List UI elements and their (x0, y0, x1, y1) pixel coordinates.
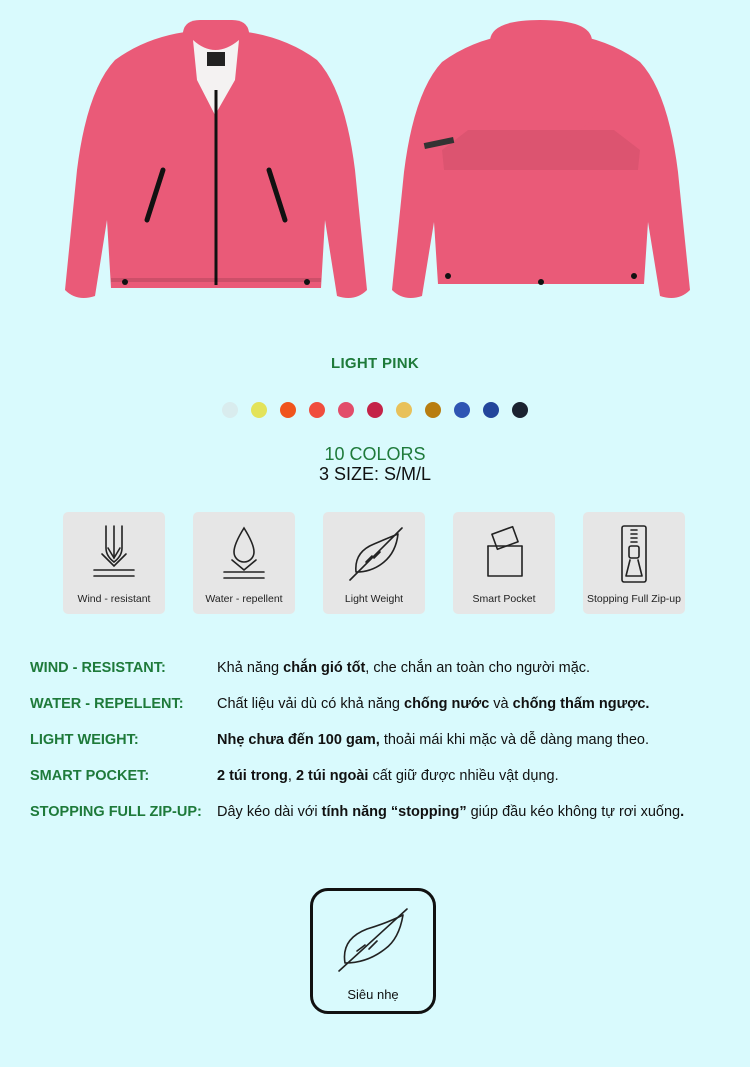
feature-card-water (193, 512, 295, 614)
feature-cards (63, 512, 687, 614)
feature-label: Wind - resistant (77, 593, 151, 605)
spec-row (30, 768, 730, 804)
swatch-light-pink[interactable] (338, 402, 354, 418)
spec-list (30, 660, 730, 840)
spec-value: 2 túi trong, 2 túi ngoài cất giữ được nhiều vật dụng. (217, 768, 559, 784)
colors-count: 10 COLORS (324, 444, 426, 464)
swatch-black[interactable] (512, 402, 528, 418)
swatch-orange[interactable] (280, 402, 296, 418)
spec-row (30, 660, 730, 696)
spec-key: LIGHT WEIGHT: (30, 732, 139, 748)
swatch-mustard[interactable] (396, 402, 412, 418)
color-swatches (0, 402, 750, 418)
swatch-crimson[interactable] (367, 402, 383, 418)
swatch-ochre[interactable] (425, 402, 441, 418)
spec-value: Dây kéo dài với tính năng “stopping” giúp đầu kéo không tự rơi xuống. (217, 804, 685, 820)
feather-icon (344, 522, 404, 584)
spec-row (30, 696, 730, 732)
swatch-red[interactable] (309, 402, 325, 418)
zipper-icon (604, 522, 664, 584)
spec-key: SMART POCKET: (30, 768, 150, 784)
jacket-back-image (380, 20, 702, 310)
feature-label: Smart Pocket (472, 593, 536, 605)
jacket-front-image (55, 20, 377, 310)
pocket-icon (474, 522, 534, 584)
feature-card-light (323, 512, 425, 614)
swatch-navy[interactable] (483, 402, 499, 418)
badge-label: Siêu nhẹ (347, 987, 399, 1002)
selected-color-name: LIGHT PINK (331, 355, 419, 372)
spec-key: WIND - RESISTANT: (30, 660, 166, 676)
size-info: 3 SIZE: S/M/L (318, 464, 432, 484)
spec-row (30, 732, 730, 768)
wind-icon (84, 522, 144, 584)
spec-key: STOPPING FULL ZIP-UP: (30, 804, 202, 820)
swatch-royal-blue[interactable] (454, 402, 470, 418)
spec-value: Nhẹ chưa đến 100 gam, thoải mái khi mặc và dễ dàng mang theo. (217, 732, 650, 748)
feature-card-pocket (453, 512, 555, 614)
product-images (0, 0, 750, 320)
feather-icon (335, 905, 411, 975)
spec-key: WATER - REPELLENT: (30, 696, 184, 712)
spec-value: Khả năng chắn gió tốt, che chắn an toàn cho người mặc. (217, 660, 591, 676)
light-weight-badge (310, 888, 436, 1014)
feature-card-zipper (583, 512, 685, 614)
feature-label: Water - repellent (205, 593, 283, 605)
spec-row (30, 804, 730, 840)
feature-label: Light Weight (344, 593, 404, 605)
feature-card-wind (63, 512, 165, 614)
feature-label: Stopping Full Zip-up (587, 593, 681, 605)
swatch-lime[interactable] (251, 402, 267, 418)
water-drop-icon (214, 522, 274, 584)
spec-value: Chất liệu vải dù có khả năng chống nước và chống thấm ngược. (217, 696, 650, 712)
swatch-mint[interactable] (222, 402, 238, 418)
